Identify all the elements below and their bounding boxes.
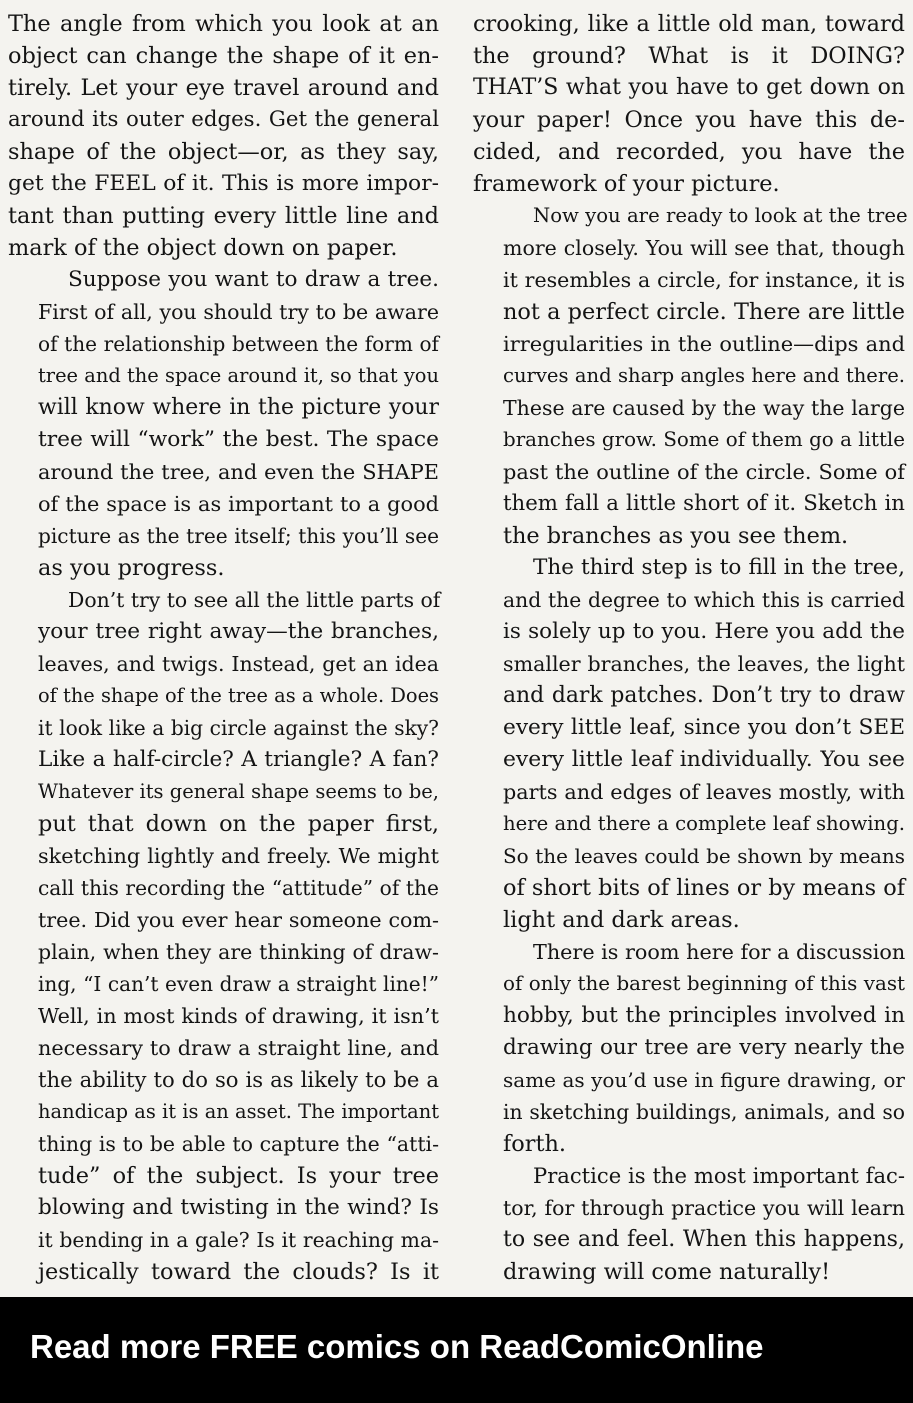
text-line: jestically toward the clouds? Is it <box>38 1259 439 1285</box>
text-line: Practice is the most important fac- <box>533 1163 905 1188</box>
text-line: your paper! Once you have this de- <box>473 107 905 133</box>
text-line: Like a half-circle? A triangle? A fan? <box>38 747 439 772</box>
text-line: as you progress. <box>38 555 225 581</box>
text-line: of the shape of the tree as a whole. Does <box>38 684 439 707</box>
text-line: more closely. You will see that, though <box>503 236 905 260</box>
text-line: of the relationship between the form of <box>38 332 439 356</box>
paragraph <box>8 584 439 1288</box>
text-line: leaves, and twigs. Instead, get an idea <box>38 652 439 676</box>
text-line: tant than putting every little line and <box>8 203 439 229</box>
text-line: thing is to be able to capture the “atti- <box>38 1132 439 1156</box>
paragraph <box>473 200 908 552</box>
text-line: tree will “work” the best. The space <box>38 427 439 452</box>
text-line: necessary to draw a straight line, and <box>38 1036 439 1060</box>
text-line: Don’t try to see all the little parts of <box>68 588 441 612</box>
paragraph <box>473 936 905 1160</box>
text-line: smaller branches, the leaves, the light <box>503 652 905 676</box>
text-line: same as you’d use in figure drawing, or <box>503 1068 905 1092</box>
text-line: plain, when they are thinking of draw- <box>38 940 439 964</box>
text-line: to see and feel. When this happens, <box>503 1227 905 1252</box>
text-line: light and dark areas. <box>503 907 740 933</box>
text-line: put that down on the paper first, <box>38 811 439 837</box>
text-line: tude” of the subject. Is your tree <box>38 1163 439 1189</box>
text-line: Now you are ready to look at the tree <box>533 204 908 227</box>
text-line: curves and sharp angles here and there. <box>503 364 905 387</box>
text-line: cided, and recorded, you have the <box>473 139 905 165</box>
text-line: crooking, like a little old man, toward <box>473 11 905 37</box>
text-line: and the degree to which this is carried <box>503 588 905 612</box>
text-line: object can change the shape of it en- <box>8 43 439 69</box>
text-line: sketching lightly and freely. We might <box>38 844 439 868</box>
text-line: the ground? What is it DOING? <box>473 43 905 69</box>
text-line: it look like a big circle against the sky? <box>38 716 439 740</box>
text-line: ing, “I can’t even draw a straight line!” <box>38 972 439 996</box>
text-line: mark of the object down on paper. <box>8 235 398 261</box>
paragraph <box>8 264 439 584</box>
text-line: tor, for through practice you will learn <box>503 1196 905 1220</box>
text-line: picture as the tree itself; this you’ll see <box>38 524 439 548</box>
text-line: tree and the space around it, so that you <box>38 364 439 387</box>
text-line: First of all, you should try to be aware <box>38 300 439 324</box>
text-line: irregularities in the outline—dips and <box>503 332 905 356</box>
text-line: of only the barest beginning of this vast <box>503 972 905 995</box>
promo-banner-link[interactable]: Read more FREE comics on ReadComicOnline <box>30 1328 764 1365</box>
text-line: it bending in a gale? Is it reaching ma- <box>38 1228 439 1252</box>
text-line: here and there a complete leaf showing. <box>503 812 905 835</box>
text-line: These are caused by the way the large <box>503 396 905 420</box>
text-line: of short bits of lines or by means of <box>503 875 905 901</box>
text-line: the ability to do so is as likely to be a <box>38 1067 439 1092</box>
text-line: hobby, but the principles involved in <box>503 1003 905 1028</box>
text-line: forth. <box>503 1131 567 1157</box>
text-line: every little leaf, since you don’t SEE <box>503 715 905 740</box>
paragraph <box>8 8 439 264</box>
text-line: it resembles a circle, for instance, it is <box>503 268 905 292</box>
text-column-left <box>8 8 439 1288</box>
text-line: in sketching buildings, animals, and so <box>503 1100 905 1124</box>
text-line: not a perfect circle. There are little <box>503 299 905 325</box>
paragraph <box>473 1160 905 1288</box>
text-line: every little leaf individually. You see <box>503 747 905 772</box>
paragraph <box>473 552 905 936</box>
text-line: framework of your picture. <box>473 171 780 197</box>
text-line: and dark patches. Don’t try to draw <box>503 683 905 708</box>
text-line: your tree right away—the branches, <box>38 619 439 644</box>
text-line: drawing our tree are very nearly the <box>503 1035 905 1060</box>
text-line: drawing will come naturally! <box>503 1259 831 1285</box>
text-line: around its outer edges. Get the general <box>8 107 439 132</box>
text-line: The third step is to fill in the tree, <box>533 555 905 580</box>
text-line: There is room here for a discussion <box>533 940 906 964</box>
text-line: tirely. Let your eye travel around and <box>8 75 439 101</box>
text-line: is solely up to you. Here you add the <box>503 619 905 644</box>
text-line: shape of the object—or, as they say, <box>8 139 439 165</box>
text-line: Suppose you want to draw a tree. <box>68 267 439 292</box>
text-line: them fall a little short of it. Sketch in <box>503 491 905 516</box>
text-line: THAT’S what you have to get down on <box>473 75 905 100</box>
text-line: Whatever its general shape seems to be, <box>38 780 439 803</box>
text-line: branches grow. Some of them go a little <box>503 428 905 451</box>
paragraph <box>473 8 905 200</box>
text-line: past the outline of the circle. Some of <box>503 460 905 484</box>
text-line: parts and edges of leaves mostly, with <box>503 780 905 804</box>
text-line: handicap as it is an asset. The important <box>38 1100 439 1123</box>
text-line: will know where in the picture your <box>38 395 439 420</box>
text-line: call this recording the “attitude” of the <box>38 876 439 900</box>
text-line: around the tree, and even the SHAPE <box>38 460 439 484</box>
text-line: get the FEEL of it. This is more impor- <box>8 171 439 196</box>
text-column-right <box>473 8 908 1288</box>
text-line: The angle from which you look at an <box>8 11 439 37</box>
text-line: tree. Did you ever hear someone com- <box>38 908 439 932</box>
text-line: the branches as you see them. <box>503 523 849 549</box>
promo-banner[interactable] <box>0 1297 913 1403</box>
text-line: of the space is as important to a good <box>38 492 439 516</box>
text-line: blowing and twisting in the wind? Is <box>38 1195 439 1220</box>
text-line: Well, in most kinds of drawing, it isn’t <box>38 1004 439 1028</box>
text-line: So the leaves could be shown by means <box>503 844 905 868</box>
